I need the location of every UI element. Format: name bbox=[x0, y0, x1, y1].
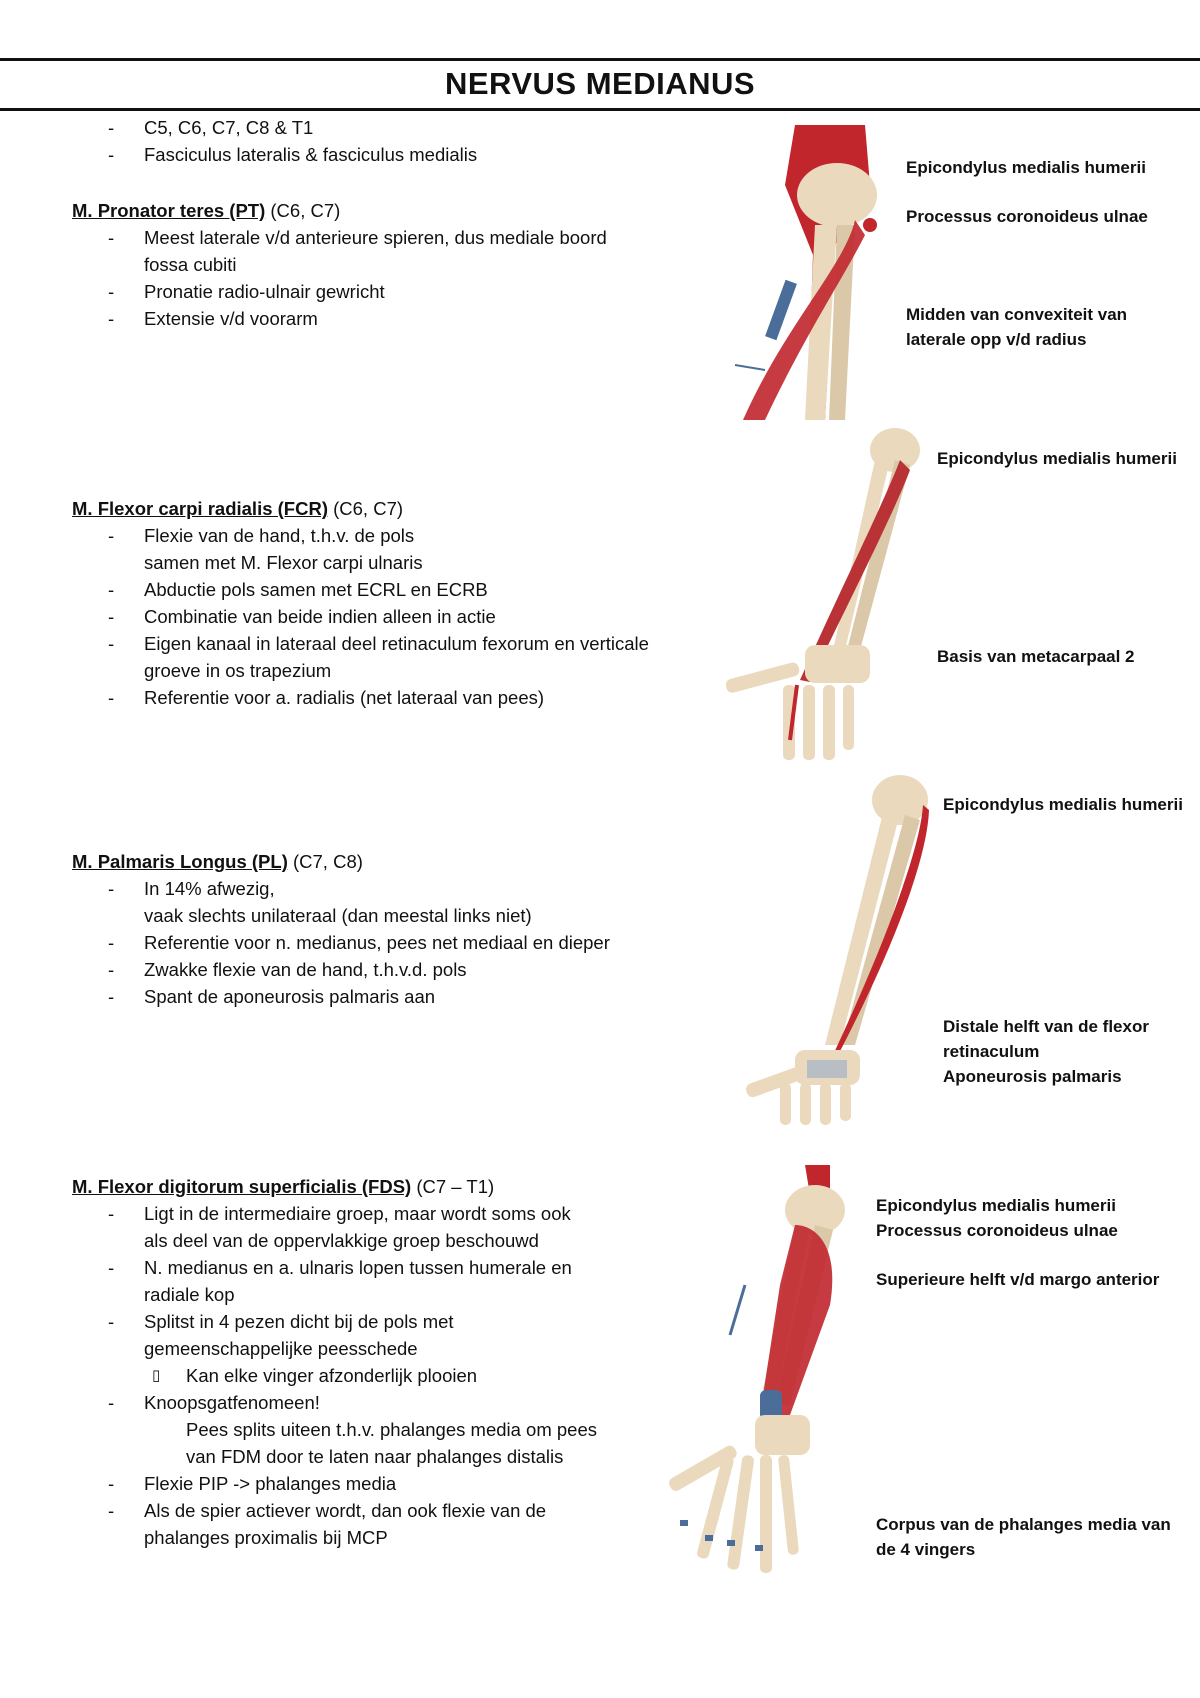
muscle-name: M. Flexor digitorum superficialis (FDS) bbox=[72, 1176, 412, 1197]
attachment-label: retinaculum bbox=[943, 1042, 1040, 1061]
nerve-roots: (C7, C8) bbox=[287, 851, 363, 872]
list-item: - Knoopsgatfenomeen! bbox=[72, 1389, 712, 1416]
list-item: - Spant de aponeurosis palmaris aan bbox=[72, 983, 712, 1010]
list-item: groeve in os trapezium bbox=[144, 660, 332, 681]
attachment-label: laterale opp v/d radius bbox=[906, 330, 1087, 349]
list-item: - Referentie voor n. medianus, pees net mediaal en dieper bbox=[72, 929, 712, 956]
list-item: fossa cubiti bbox=[144, 254, 237, 275]
top-rule bbox=[0, 58, 1200, 61]
intro-block bbox=[72, 114, 712, 168]
attachment-label: Epicondylus medialis humerii bbox=[943, 795, 1183, 814]
palmaris-longus-illustration bbox=[745, 765, 935, 1125]
muscle-name: M. Palmaris Longus (PL) bbox=[72, 851, 288, 872]
muscle-name: M. Pronator teres (PT) bbox=[72, 200, 266, 221]
list-item: - Zwakke flexie van de hand, t.h.v.d. pols bbox=[72, 956, 712, 983]
list-item: als deel van de oppervlakkige groep beschouwd bbox=[144, 1230, 539, 1251]
pronator-block bbox=[72, 197, 712, 332]
list-item: - Flexie van de hand, t.h.v. de pols bbox=[72, 522, 712, 549]
list-item: radiale kop bbox=[144, 1284, 235, 1305]
list-item: - Fasciculus lateralis & fasciculus medialis bbox=[72, 141, 712, 168]
attachment-label: Distale helft van de flexor bbox=[943, 1017, 1149, 1036]
list-item: - N. medianus en a. ulnaris lopen tussen humerale en bbox=[72, 1254, 712, 1281]
attachment-label: Corpus van de phalanges media van bbox=[876, 1515, 1171, 1534]
fcr-block bbox=[72, 495, 712, 711]
list-item: van FDM door te laten naar phalanges distalis bbox=[186, 1446, 564, 1467]
list-item: - Extensie v/d voorarm bbox=[72, 305, 712, 332]
list-item: vaak slechts unilateraal (dan meestal links niet) bbox=[144, 905, 532, 926]
list-item: - Combinatie van beide indien alleen in actie bbox=[72, 603, 712, 630]
attachment-label: Superieure helft v/d margo anterior bbox=[876, 1270, 1160, 1289]
attachment-label: Epicondylus medialis humerii bbox=[876, 1196, 1116, 1215]
list-item: - Abductie pols samen met ECRL en ECRB bbox=[72, 576, 712, 603]
nerve-roots: (C7 – T1) bbox=[411, 1176, 495, 1197]
list-item: - Flexie PIP -> phalanges media bbox=[72, 1470, 712, 1497]
list-item: - Ligt in de intermediaire groep, maar wordt soms ook bbox=[72, 1200, 712, 1227]
flexor-carpi-radialis-illustration bbox=[725, 420, 925, 760]
pl-block bbox=[72, 848, 712, 1010]
nerve-roots: (C6, C7) bbox=[327, 498, 404, 519]
section-heading bbox=[72, 848, 712, 875]
flexor-digitorum-superficialis-illustration bbox=[665, 1165, 865, 1580]
muscle-name: M. Flexor carpi radialis (FCR) bbox=[72, 498, 328, 519]
nerve-roots: (C6, C7) bbox=[265, 200, 341, 221]
list-item: - Pronatie radio-ulnair gewricht bbox=[72, 278, 712, 305]
title-rule bbox=[0, 108, 1200, 111]
list-item: - Splitst in 4 pezen dicht bij de pols met bbox=[72, 1308, 712, 1335]
pronator-teres-illustration bbox=[725, 125, 895, 420]
attachment-label: Basis van metacarpaal 2 bbox=[937, 647, 1135, 666]
list-item: - C5, C6, C7, C8 & T1 bbox=[72, 114, 712, 141]
attachment-label: Processus coronoideus ulnae bbox=[876, 1221, 1118, 1240]
list-item: - Referentie voor a. radialis (net lateraal van pees) bbox=[72, 684, 712, 711]
fds-block bbox=[72, 1173, 712, 1551]
attachment-label: de 4 vingers bbox=[876, 1540, 976, 1559]
attachment-label: Epicondylus medialis humerii bbox=[937, 449, 1177, 468]
list-item: phalanges proximalis bij MCP bbox=[144, 1527, 388, 1548]
list-item: - In 14% afwezig, bbox=[72, 875, 712, 902]
list-item: ▯ Kan elke vinger afzonderlijk plooien bbox=[72, 1362, 712, 1389]
attachment-label: Midden van convexiteit van bbox=[906, 305, 1128, 324]
section-heading bbox=[72, 1173, 712, 1200]
attachment-label: Aponeurosis palmaris bbox=[943, 1067, 1122, 1086]
list-item: - Eigen kanaal in lateraal deel retinaculum fexorum en verticale bbox=[72, 630, 712, 657]
section-heading bbox=[72, 495, 712, 522]
list-item: gemeenschappelijke peesschede bbox=[144, 1338, 418, 1359]
list-item: samen met M. Flexor carpi ulnaris bbox=[144, 552, 423, 573]
attachment-label: Processus coronoideus ulnae bbox=[906, 207, 1148, 226]
section-heading bbox=[72, 197, 712, 224]
page-title: NERVUS MEDIANUS bbox=[444, 66, 756, 101]
list-item: - Als de spier actiever wordt, dan ook flexie van de bbox=[72, 1497, 712, 1524]
list-item: - Meest laterale v/d anterieure spieren, dus mediale boord bbox=[72, 224, 712, 251]
attachment-label: Epicondylus medialis humerii bbox=[906, 158, 1146, 177]
list-item: Pees splits uiteen t.h.v. phalanges media om pees bbox=[186, 1419, 598, 1440]
